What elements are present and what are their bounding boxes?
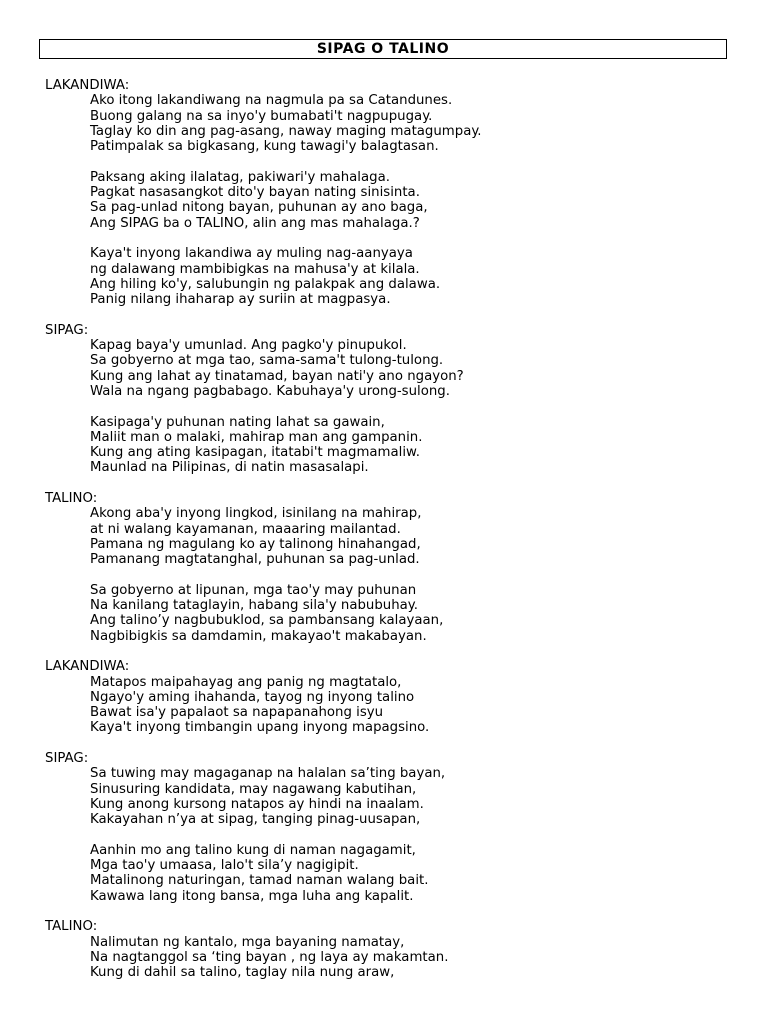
speaker-label: TALINO: [45, 919, 98, 935]
verse-line: Sa pag-unlad nitong bayan, puhunan ay ano baga, [90, 200, 428, 216]
verse-line: Paksang aking ilalatag, pakiwari'y mahalaga. [90, 169, 390, 185]
verse-line: Na nagtanggol sa ‘ting bayan , ng laya ay makamtan. [90, 949, 449, 965]
verse-line: Kawawa lang itong bansa, mga luha ang kapalit. [90, 888, 414, 904]
verse-line: Patimpalak sa bigkasang, kung tawagi'y balagtasan. [90, 139, 439, 155]
stanza [45, 506, 725, 567]
stanza [45, 170, 725, 231]
speaker-label: SIPAG: [45, 751, 89, 767]
stanza [45, 675, 725, 736]
verse-line: Nagbibigkis sa damdamin, makayao't makabayan. [90, 628, 427, 644]
verse-line: Kasipaga'y puhunan nating lahat sa gawain, [90, 414, 385, 430]
poem-section [45, 78, 725, 307]
verse-line: Sa gobyerno at mga tao, sama-sama't tulong-tulong. [90, 353, 444, 369]
verse-line: ng dalawang mambibigkas na mahusa'y at kilala. [90, 261, 420, 277]
verse-line: Panig nilang ihaharap ay suriin at magpasya. [90, 292, 391, 308]
verse-line: Matapos maipahayag ang panig ng magtatalo, [90, 674, 402, 690]
verse-line: Pamana ng magulang ko ay talinong hinahangad, [90, 536, 421, 552]
verse-line: Matalinong naturingan, tamad naman walang bait. [90, 873, 429, 889]
document-title: SIPAG O TALINO [316, 41, 450, 57]
speaker-label: LAKANDIWA: [45, 659, 130, 675]
verse-line: Kung anong kursong natapos ay hindi na inaalam. [90, 796, 424, 812]
poem-body [45, 78, 725, 981]
verse-line: Ang hiling ko'y, salubungin ng palakpak ang dalawa. [90, 276, 441, 292]
stanza [45, 935, 725, 981]
verse-line: Sa tuwing may magaganap na halalan sa’ting bayan, [90, 766, 446, 782]
verse-line: Taglay ko din ang pag-asang, naway maging matagumpay. [90, 123, 482, 139]
stanza [45, 246, 725, 307]
verse-line: Kakayahan n’ya at sipag, tanging pinag-uusapan, [90, 812, 421, 828]
speaker-label: LAKANDIWA: [45, 78, 130, 93]
poem-section [45, 659, 725, 735]
poem-section [45, 323, 725, 476]
stanza [45, 93, 725, 154]
stanza [45, 583, 725, 644]
verse-line: Na kanilang tataglayin, habang sila'y nabubuhay. [90, 598, 419, 614]
stanza [45, 338, 725, 399]
verse-line: Kaya't inyong lakandiwa ay muling nag-aanyaya [90, 246, 413, 262]
speaker-label: SIPAG: [45, 322, 89, 338]
poem-section [45, 491, 725, 644]
verse-line: Kaya't inyong timbangin upang inyong mapagsino. [90, 720, 430, 736]
verse-line: Maunlad na Pilipinas, di natin masasalapi. [90, 460, 369, 476]
poem-section [45, 751, 725, 904]
verse-line: Pamanang magtatanghal, puhunan sa pag-unlad. [90, 552, 420, 568]
verse-line: at ni walang kayamanan, maaaring mailantad. [90, 521, 401, 537]
verse-line: Ngayo'y aming ihahanda, tayog ng inyong talino [90, 689, 415, 705]
verse-line: Akong aba'y inyong lingkod, isinilang na mahirap, [90, 506, 422, 522]
verse-line: Buong galang na sa inyo'y bumabati't nagpupugay. [90, 108, 433, 124]
poem-section [45, 919, 725, 980]
verse-line: Aanhin mo ang talino kung di naman nagagamit, [90, 842, 416, 858]
verse-line: Wala na ngang pagbabago. Kabuhaya'y urong-sulong. [90, 383, 450, 399]
verse-line: Kapag baya'y umunlad. Ang pagko'y pinupukol. [90, 338, 407, 354]
verse-line: Ako itong lakandiwang na nagmula pa sa Catandunes. [90, 93, 453, 109]
stanza [45, 843, 725, 904]
verse-line: Sinusuring kandidata, may nagawang kabutihan, [90, 781, 417, 797]
verse-line: Kung ang lahat ay tinatamad, bayan nati'y ano ngayon? [90, 368, 464, 384]
verse-line: Mga tao'y umaasa, lalo't sila’y nagigipit. [90, 858, 359, 874]
verse-line: Kung di dahil sa talino, taglay nila nung araw, [90, 965, 395, 981]
stanza [45, 766, 725, 827]
title-box [39, 39, 727, 59]
speaker-label: TALINO: [45, 491, 98, 507]
verse-line: Ang SIPAG ba o TALINO, alin ang mas mahalaga.? [90, 215, 420, 231]
verse-line: Nalimutan ng kantalo, mga bayaning namatay, [90, 934, 405, 950]
verse-line: Ang talino’y nagbubuklod, sa pambansang kalayaan, [90, 613, 444, 629]
verse-line: Pagkat nasasangkot dito'y bayan nating sinisinta. [90, 185, 420, 201]
verse-line: Bawat isa'y papalaot sa napapanahong isyu [90, 705, 384, 721]
verse-line: Maliit man o malaki, mahirap man ang gampanin. [90, 429, 423, 445]
verse-line: Kung ang ating kasipagan, itatabi't magmamaliw. [90, 445, 420, 461]
verse-line: Sa gobyerno at lipunan, mga tao'y may puhunan [90, 582, 417, 598]
stanza [45, 415, 725, 476]
